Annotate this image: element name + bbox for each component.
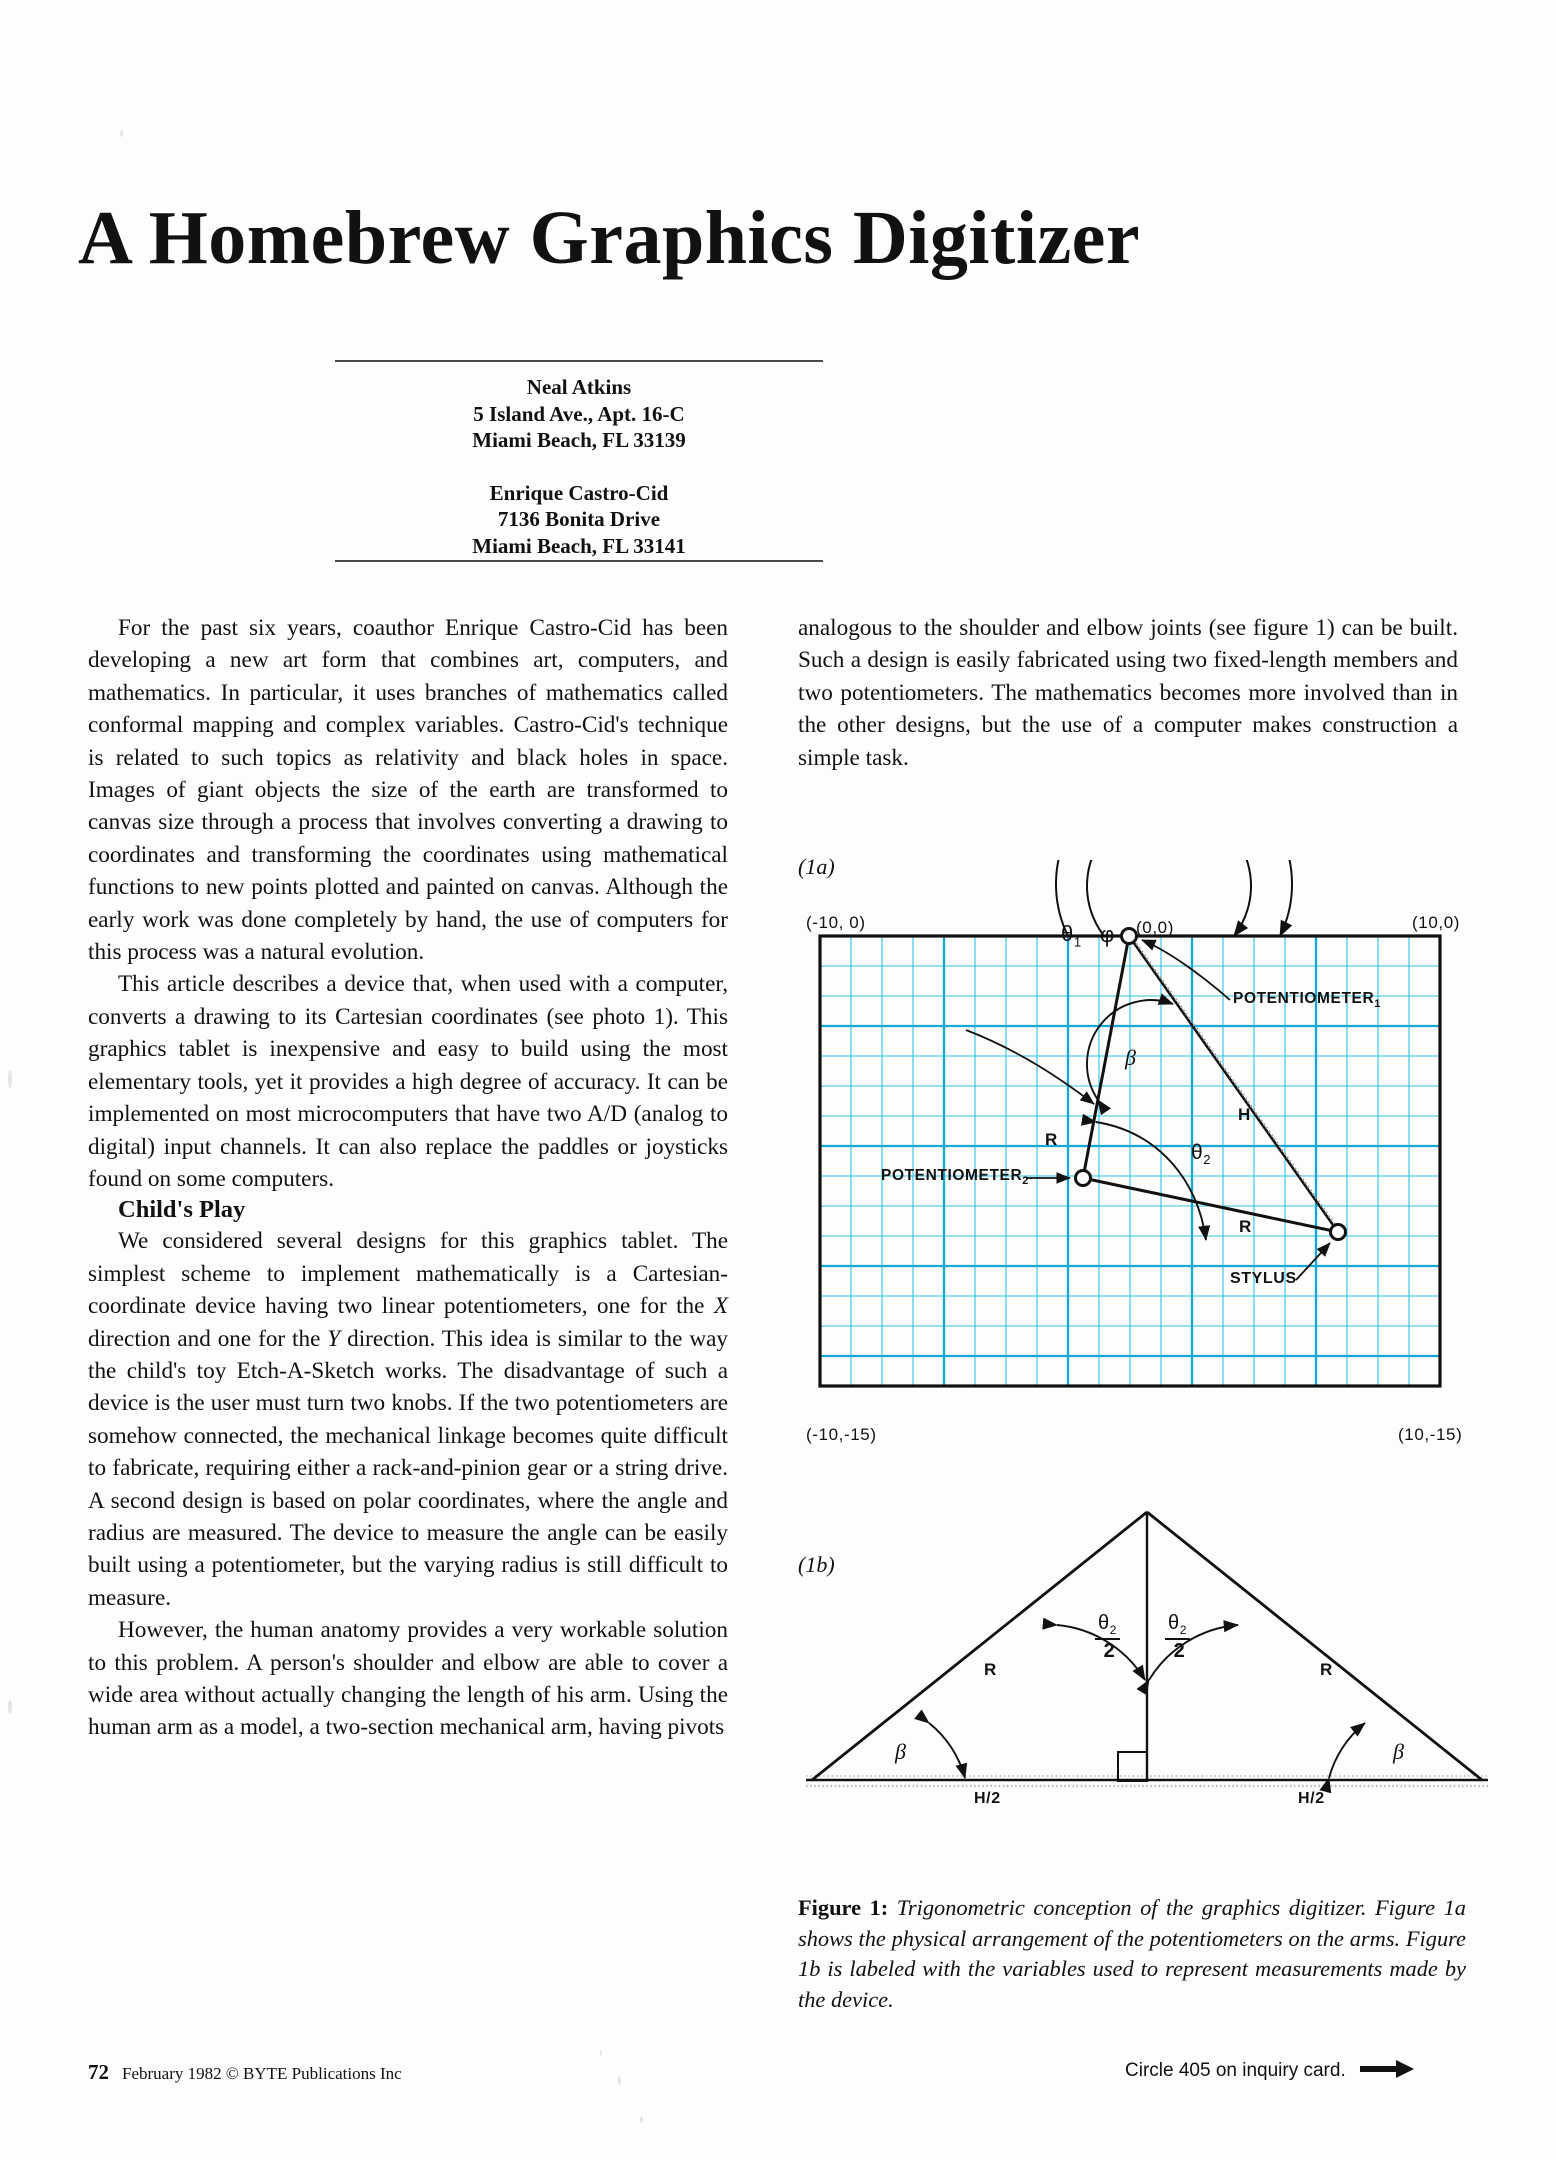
- corner-label-bottom-left: (-10,-15): [806, 1425, 877, 1444]
- R-label-lower: R: [1239, 1217, 1252, 1236]
- section-heading-childs-play: Child's Play: [118, 1196, 246, 1224]
- R-label-upper: R: [1045, 1130, 1058, 1149]
- paragraph-3-part-b: direction and one for the: [88, 1325, 328, 1352]
- var-y: Y: [327, 1325, 341, 1352]
- author-2-city: Miami Beach, FL 33141: [472, 533, 686, 558]
- h-over-2-right: H/2: [1298, 1790, 1325, 1807]
- figure-caption-text: Trigonometric conception of the graphics digitizer. Figure 1a shows the physical arrangement of the potentiometers on the arms. Figure 1b is labeled with the variables used to represent measurements made by the device.: [798, 1895, 1466, 2012]
- R-label-right: R: [1320, 1660, 1333, 1679]
- paragraph-3-part-c: direction. This idea is similar to the way the child's toy Etch-A-Sketch works. The disadvantage of such a device is the user must turn two knobs. If the two potentiometers are somehow connected, the mechanical linkage becomes quite difficult to fabricate, requiring either a rack-and-pinion gear or a string drive. A second design is based on polar coordinates, where the angle and radius are measured. The device to measure the angle can be easily built using a potentiometer, but the varying radius is still difficult to measure.: [88, 1325, 728, 1611]
- right-arrow-icon: [1360, 2060, 1414, 2078]
- scan-speck: [8, 1070, 12, 1088]
- figure-1b-svg: [798, 1490, 1498, 1880]
- H-label: H: [1238, 1105, 1251, 1124]
- author-2-street: 7136 Bonita Drive: [497, 507, 661, 531]
- author-1-street: 5 Island Ave., Apt. 16-C: [473, 401, 685, 426]
- corner-label-top-right: (10,0): [1412, 913, 1461, 932]
- author-1-name: Neal Atkins: [526, 375, 632, 399]
- segment-H-shadow: [1134, 940, 1343, 1236]
- body-column-right: [798, 612, 1458, 774]
- theta2-arc: [1096, 1122, 1206, 1240]
- author-1-city: Miami Beach, FL 33139: [472, 428, 686, 452]
- paragraph-3: [88, 1225, 728, 1614]
- footer-right: [1125, 2060, 1414, 2082]
- scan-speck: [120, 130, 123, 137]
- scan-speck: [640, 2116, 643, 2123]
- inquiry-card-text: Circle 405 on inquiry card.: [1125, 2060, 1346, 2081]
- joint-stylus: [1331, 1225, 1346, 1240]
- figure-1b-label: (1b): [798, 1552, 835, 1577]
- figure-1b: [798, 1490, 1498, 1880]
- theta1-arc: [1056, 860, 1292, 936]
- scan-speck: [8, 1700, 12, 1714]
- paragraph-4: However, the human anatomy provides a very workable solution to this problem. A person's shoulder and elbow are able to cover a wide area without actually changing the length of his arm. Using the human arm as a model, a two-section mechanical arm, having pivots: [88, 1617, 728, 1741]
- arm-lower: [1083, 1178, 1338, 1232]
- triangle-right-side: [1147, 1512, 1482, 1780]
- h-over-2-left: H/2: [974, 1790, 1001, 1807]
- var-x: X: [713, 1293, 728, 1320]
- figure-1a: [798, 854, 1498, 1470]
- byline-gap: [335, 454, 823, 480]
- stylus-leader: [1296, 1243, 1330, 1280]
- theta2-label: $\theta_2$: [1191, 1141, 1212, 1168]
- footer-imprint: February 1982 © BYTE Publications Inc: [122, 2064, 402, 2083]
- figure-caption: [798, 1893, 1466, 2015]
- paragraph-1: For the past six years, coauthor Enrique Castro-Cid has been developing a new art form that combines art, computers, and mathematics. In particular, it uses branches of mathematics called conformal mapping and complex variables. Castro-Cid's technique is related to such topics as relativity and black holes in space. Images of giant objects the size of the earth are transformed to canvas size through a process that involves converting a drawing to coordinates and transforming the coordinates using mathematical functions to new points plotted and painted on canvas. Although the early work was done completely by hand, the use of computers for this process was a natural evolution.: [88, 615, 728, 966]
- beta-arc-right: [1329, 1723, 1365, 1778]
- arm-upper: [1083, 936, 1129, 1178]
- stylus-label: STYLUS: [1230, 1270, 1297, 1287]
- author-2-name: Enrique Castro-Cid: [489, 480, 669, 505]
- phi-label: φ: [1100, 922, 1115, 947]
- beta-label-right: β: [1393, 1739, 1405, 1764]
- body-column-left: [88, 612, 728, 1744]
- segment-H: [1129, 936, 1338, 1232]
- byline-rule-top: [335, 360, 823, 362]
- figure-1a-svg: [798, 860, 1498, 1420]
- paragraph-3-part-a: We considered several designs for this graphics tablet. The simplest scheme to implement mathematically is a Cartesian-coordinate device having two linear potentiometers, one for the: [88, 1228, 728, 1320]
- scan-speck: [618, 2076, 621, 2085]
- origin-label: (0,0): [1136, 918, 1174, 937]
- byline-block: [335, 374, 823, 559]
- corner-label-top-left: (-10, 0): [806, 913, 866, 932]
- page-title: A Homebrew Graphics Digitizer: [78, 196, 1141, 280]
- potentiometer-2-label: $POTENTIOMETER_2$: [881, 1167, 1029, 1188]
- scan-speck: [600, 2050, 602, 2056]
- corner-label-bottom-right: (10,-15): [1398, 1425, 1463, 1444]
- page-number: 72: [88, 2060, 109, 2084]
- figure-1a-label: (1a): [798, 854, 835, 879]
- beta-label-left: β: [895, 1739, 907, 1764]
- theta2-over-2-left: $\theta_2$ 2: [1095, 1612, 1120, 1663]
- beta-label: β: [1125, 1045, 1137, 1070]
- footer-left: [88, 2060, 402, 2085]
- potentiometer-1-label: $POTENTIOMETER_1$: [1233, 990, 1381, 1011]
- R-label-left: R: [984, 1660, 997, 1679]
- paragraph-5: analogous to the shoulder and elbow joints (see figure 1) can be built. Such a design is easily fabricated using two fixed-length members and two potentiometers. The mathematics becomes more involved than in the other designs, but the use of a computer makes construction a simple task.: [798, 615, 1458, 771]
- beta-leader: [966, 1030, 1094, 1104]
- theta2-over-2-right: $\theta_2$ 2: [1165, 1612, 1190, 1663]
- joint-elbow: [1076, 1171, 1091, 1186]
- beta-arc-left: [929, 1723, 965, 1778]
- theta1-label: $\theta_1$: [1061, 921, 1082, 950]
- paragraph-2: This article describes a device that, when used with a computer, converts a drawing to its Cartesian coordinates (see photo 1). This graphics tablet is inexpensive and easy to build using the most elementary tools, yet it provides a high degree of accuracy. It can be implemented on most microcomputers that have two A/D (analog to digital) input channels. It can also replace the paddles or joysticks found on some computers.: [88, 971, 728, 1192]
- figure-caption-label: Figure 1:: [798, 1895, 889, 1920]
- byline-rule-bottom: [335, 560, 823, 562]
- joint-origin: [1122, 929, 1137, 944]
- theta2-half-arc-right: [1149, 1625, 1238, 1680]
